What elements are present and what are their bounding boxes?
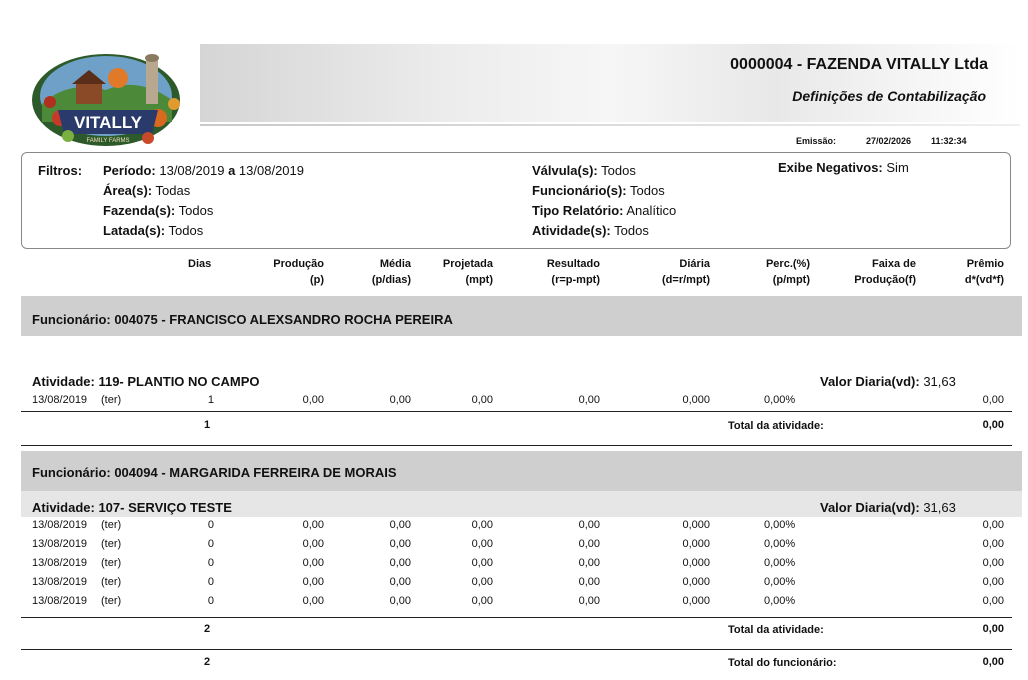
filter-latada-label: Latada(s):	[103, 223, 166, 238]
row-dias: 0	[207, 519, 214, 531]
filters-label: Filtros:	[38, 163, 83, 178]
filter-atividade	[532, 223, 649, 238]
row-producao: 0,00	[302, 576, 324, 588]
row-resultado: 0,00	[578, 519, 600, 531]
row-premio: 0,00	[982, 576, 1004, 588]
total-atividade-label: Total da atividade:	[728, 420, 824, 432]
col-faixa-line2: Produção(f)	[854, 274, 916, 286]
row-resultado: 0,00	[578, 538, 600, 550]
filter-atividade-label: Atividade(s):	[532, 223, 611, 238]
row-media: 0,00	[389, 557, 411, 569]
row-dias: 1	[207, 394, 214, 406]
filter-periodo	[103, 163, 304, 178]
row-diaria: 0,000	[682, 557, 710, 569]
col-producao-line2: (p)	[309, 274, 324, 286]
col-resultado	[520, 256, 600, 288]
row-premio: 0,00	[982, 538, 1004, 550]
filter-funcionario	[532, 183, 665, 198]
filter-latada	[103, 223, 203, 238]
col-premio-line2: d*(vd*f)	[964, 274, 1004, 286]
emissao-time: 11:32:34	[931, 136, 967, 146]
total-funcionario-value: 0,00	[982, 656, 1004, 668]
col-media-line1: Média	[379, 258, 411, 270]
filter-valvula-label: Válvula(s):	[532, 163, 598, 178]
col-diaria-line1: Diária	[679, 258, 710, 270]
filter-negativos	[778, 160, 909, 175]
row-premio: 0,00	[982, 519, 1004, 531]
logo-subtext: FAMILY FARMS	[86, 138, 130, 144]
col-media	[330, 256, 411, 288]
valor-diaria-label: Valor Diaria(vd):	[820, 500, 920, 515]
row-perc: 0,00%	[764, 538, 796, 550]
row-dias: 0	[207, 557, 214, 569]
filter-negativos-label: Exibe Negativos:	[778, 160, 883, 175]
filter-tipo	[532, 203, 676, 218]
col-projetada	[420, 256, 493, 288]
row-perc: 0,00%	[764, 394, 796, 406]
col-media-line2: (p/dias)	[371, 274, 411, 286]
row-premio: 0,00	[982, 595, 1004, 607]
row-projetada: 0,00	[471, 538, 493, 550]
row-dow: (ter)	[101, 519, 122, 531]
filter-tipo-label: Tipo Relatório:	[532, 203, 624, 218]
filter-atividade-value: Todos	[614, 223, 649, 238]
row-date: 13/08/2019	[32, 576, 88, 588]
valor-diaria-value: 31,63	[923, 374, 956, 389]
row-projetada: 0,00	[471, 576, 493, 588]
row-producao: 0,00	[302, 394, 324, 406]
total-atividade-label: Total da atividade:	[728, 624, 824, 636]
funcionario-title: Funcionário: 004094 - MARGARIDA FERREIRA DE MORAIS	[32, 465, 397, 480]
row-projetada: 0,00	[471, 557, 493, 569]
row-producao: 0,00	[302, 538, 324, 550]
row-diaria: 0,000	[682, 595, 710, 607]
row-dow: (ter)	[101, 557, 122, 569]
row-diaria: 0,000	[682, 576, 710, 588]
filter-latada-value: Todos	[168, 223, 204, 238]
row-resultado: 0,00	[578, 557, 600, 569]
valor-diaria	[820, 374, 956, 389]
row-dow: (ter)	[101, 394, 122, 406]
row-perc: 0,00%	[764, 595, 796, 607]
total-atividade-line	[21, 617, 1012, 618]
row-resultado: 0,00	[578, 394, 600, 406]
filter-fazenda-label: Fazenda(s):	[103, 203, 176, 218]
total-atividade-line	[21, 411, 1012, 412]
row-dias: 0	[207, 538, 214, 550]
atividade-title: Atividade: 107- SERVIÇO TESTE	[32, 500, 232, 515]
row-perc: 0,00%	[764, 557, 796, 569]
col-dias: Dias	[188, 258, 212, 270]
row-perc: 0,00%	[764, 519, 796, 531]
row-diaria: 0,000	[682, 394, 710, 406]
row-producao: 0,00	[302, 557, 324, 569]
row-dow: (ter)	[101, 538, 122, 550]
total-funcionario-dias: 2	[204, 656, 211, 668]
header-divider	[200, 124, 1020, 126]
col-projetada-line2: (mpt)	[465, 274, 493, 286]
row-diaria: 0,000	[682, 519, 710, 531]
col-premio	[930, 256, 1004, 288]
total-funcionario-label: Total do funcionário:	[728, 657, 837, 669]
row-date: 13/08/2019	[32, 519, 88, 531]
row-producao: 0,00	[302, 595, 324, 607]
total-atividade-value: 0,00	[982, 623, 1004, 635]
total-atividade-dias: 2	[204, 623, 211, 635]
col-projetada-line1: Projetada	[442, 258, 493, 270]
filter-area	[103, 183, 190, 198]
report-title: Definições de Contabilização	[792, 88, 986, 104]
emissao-date: 27/02/2026	[866, 136, 912, 146]
filter-periodo-from: 13/08/2019	[159, 163, 225, 178]
filter-area-value: Todas	[155, 183, 191, 198]
company-logo	[28, 44, 198, 152]
col-diaria-line2: (d=r/mpt)	[662, 274, 710, 286]
col-faixa	[830, 256, 916, 288]
row-media: 0,00	[389, 595, 411, 607]
filter-fazenda	[103, 203, 213, 218]
row-media: 0,00	[389, 519, 411, 531]
row-dias: 0	[207, 576, 214, 588]
row-premio: 0,00	[982, 394, 1004, 406]
emissao-label: Emissão:	[796, 136, 837, 146]
filter-funcionario-label: Funcionário(s):	[532, 183, 627, 198]
col-resultado-line1: Resultado	[546, 258, 600, 270]
row-producao: 0,00	[302, 519, 324, 531]
row-projetada: 0,00	[471, 519, 493, 531]
row-dow: (ter)	[101, 595, 122, 607]
row-resultado: 0,00	[578, 595, 600, 607]
total-atividade-dias: 1	[204, 419, 211, 431]
row-date: 13/08/2019	[32, 394, 88, 406]
filter-periodo-label: Período:	[103, 163, 156, 178]
filter-fazenda-value: Todos	[178, 203, 214, 218]
row-media: 0,00	[389, 576, 411, 588]
row-dias: 0	[207, 595, 214, 607]
valor-diaria-label: Valor Diaria(vd):	[820, 374, 920, 389]
col-producao	[250, 256, 324, 288]
filter-periodo-a: a	[228, 163, 236, 178]
total-funcionario-line	[21, 445, 1012, 446]
row-resultado: 0,00	[578, 576, 600, 588]
filter-funcionario-value: Todos	[630, 183, 665, 198]
row-projetada: 0,00	[471, 394, 493, 406]
valor-diaria-value: 31,63	[923, 500, 956, 515]
row-dow: (ter)	[101, 576, 122, 588]
col-diaria	[630, 256, 710, 288]
filter-negativos-value: Sim	[886, 160, 909, 175]
col-faixa-line1: Faixa de	[871, 258, 916, 270]
funcionario-title: Funcionário: 004075 - FRANCISCO ALEXSANDRO ROCHA PEREIRA	[32, 312, 453, 327]
logo-text: VITALLY	[73, 113, 143, 132]
col-perc	[730, 256, 810, 288]
filter-valvula-value: Todos	[601, 163, 636, 178]
row-date: 13/08/2019	[32, 557, 88, 569]
row-diaria: 0,000	[682, 538, 710, 550]
total-atividade-value: 0,00	[982, 419, 1004, 431]
company-name: 0000004 - FAZENDA VITALLY Ltda	[730, 56, 988, 73]
atividade-title: Atividade: 119- PLANTIO NO CAMPO	[32, 374, 260, 389]
col-premio-line1: Prêmio	[966, 258, 1004, 270]
col-producao-line1: Produção	[273, 258, 324, 270]
col-resultado-line2: (r=p-mpt)	[551, 274, 600, 286]
col-perc-line2: (p/mpt)	[772, 274, 810, 286]
row-media: 0,00	[389, 394, 411, 406]
row-date: 13/08/2019	[32, 538, 88, 550]
valor-diaria	[820, 500, 956, 515]
filter-periodo-to: 13/08/2019	[238, 163, 304, 178]
total-funcionario-line	[21, 649, 1012, 650]
row-premio: 0,00	[982, 557, 1004, 569]
filter-tipo-value: Analítico	[626, 203, 677, 218]
col-perc-line1: Perc.(%)	[765, 258, 810, 270]
row-perc: 0,00%	[764, 576, 796, 588]
row-media: 0,00	[389, 538, 411, 550]
filter-valvula	[532, 163, 636, 178]
filter-area-label: Área(s):	[103, 183, 153, 198]
row-date: 13/08/2019	[32, 595, 88, 607]
row-projetada: 0,00	[471, 595, 493, 607]
